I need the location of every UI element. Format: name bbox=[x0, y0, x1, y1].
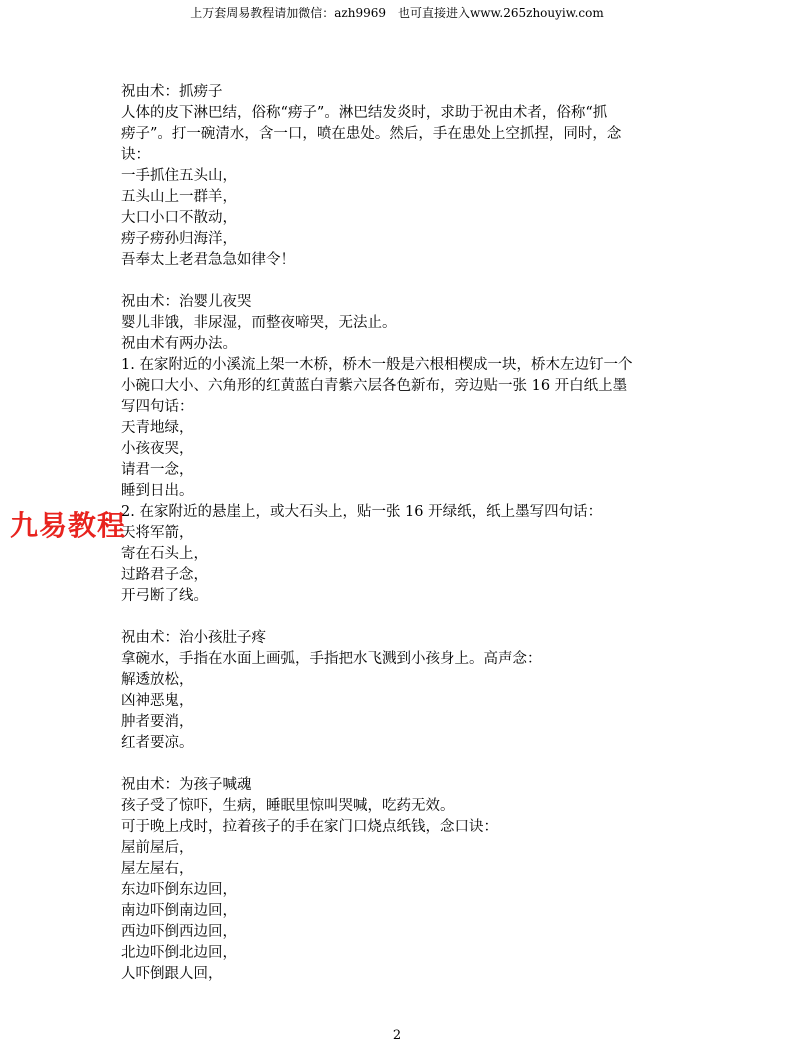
text-line: 南边吓倒南边回， bbox=[121, 903, 237, 919]
text-line: 天青地绿， bbox=[121, 420, 194, 436]
text-line: 吾奉太上老君急急如律令！ bbox=[121, 252, 295, 268]
text-line: 写四句话： bbox=[121, 399, 194, 415]
text-line: 天将军箭， bbox=[121, 525, 194, 541]
text-line: 请君一念， bbox=[121, 462, 194, 478]
text-line: 凶神恶鬼， bbox=[121, 693, 194, 709]
text-line: 1. 在家附近的小溪流上架一木桥，桥木一般是六根相楔成一块，桥木左边钉一个 bbox=[121, 357, 633, 373]
text-line: 红者要凉。 bbox=[121, 735, 194, 751]
text-line: 小孩夜哭， bbox=[121, 441, 194, 457]
text-line: 人体的皮下淋巴结，俗称“痨子”。淋巴结发炎时，求助于祝由术者，俗称“抓 bbox=[121, 105, 608, 121]
section-title: 祝由术：治小孩肚子疼 bbox=[121, 630, 266, 646]
watermark: 九易教程 bbox=[10, 509, 127, 542]
section-zhua-laozi bbox=[121, 82, 681, 271]
section-title: 祝由术：抓痨子 bbox=[121, 84, 223, 100]
section-gap bbox=[121, 754, 681, 775]
text-line: 婴儿非饿，非尿湿，而整夜啼哭，无法止。 bbox=[121, 315, 397, 331]
text-line: 拿碗水，手指在水面上画弧，手指把水飞溅到小孩身上。高声念： bbox=[121, 651, 542, 667]
document-body bbox=[121, 82, 681, 985]
text-line: 人吓倒跟人回， bbox=[121, 966, 223, 982]
text-line: 2. 在家附近的悬崖上，或大石头上，贴一张 16 开绿纸，纸上墨写四句话： bbox=[121, 504, 603, 520]
text-line: 屋左屋右， bbox=[121, 861, 194, 877]
text-line: 屋前屋后， bbox=[121, 840, 194, 856]
section-gap bbox=[121, 271, 681, 292]
text-line: 睡到日出。 bbox=[121, 483, 194, 499]
section-child-stomachache bbox=[121, 628, 681, 754]
text-line: 开弓断了线。 bbox=[121, 588, 208, 604]
text-line: 一手抓住五头山， bbox=[121, 168, 237, 184]
text-line: 肿者要消， bbox=[121, 714, 194, 730]
text-line: 北边吓倒北边回， bbox=[121, 945, 237, 961]
section-gap bbox=[121, 607, 681, 628]
section-calling-soul bbox=[121, 775, 681, 985]
text-line: 西边吓倒西边回， bbox=[121, 924, 237, 940]
text-line: 诀： bbox=[121, 147, 150, 163]
text-line: 寄在石头上， bbox=[121, 546, 208, 562]
text-line: 痨子痨孙归海洋， bbox=[121, 231, 237, 247]
text-line: 东边吓倒东边回， bbox=[121, 882, 237, 898]
text-line: 可于晚上戌时，拉着孩子的手在家门口烧点纸钱，念口诀： bbox=[121, 819, 498, 835]
section-title: 祝由术：治婴儿夜哭 bbox=[121, 294, 252, 310]
text-line: 五头山上一群羊， bbox=[121, 189, 237, 205]
text-line: 祝由术有两办法。 bbox=[121, 336, 237, 352]
section-infant-night-crying bbox=[121, 292, 681, 607]
text-line: 痨子”。打一碗清水，含一口，喷在患处。然后，手在患处上空抓捏，同时，念 bbox=[121, 126, 622, 142]
section-title: 祝由术：为孩子喊魂 bbox=[121, 777, 252, 793]
text-line: 小碗口大小、六角形的红黄蓝白青紫六层各色新布，旁边贴一张 16 开白纸上墨 bbox=[121, 378, 628, 394]
text-line: 大口小口不散动， bbox=[121, 210, 237, 226]
page-header: 上万套周易教程请加微信：azh9969 也可直接进入www.265zhouyiw.com bbox=[190, 6, 604, 20]
text-line: 解透放松， bbox=[121, 672, 194, 688]
text-line: 孩子受了惊吓，生病，睡眠里惊叫哭喊，吃药无效。 bbox=[121, 798, 455, 814]
page-number: 2 bbox=[392, 1028, 402, 1043]
text-line: 过路君子念， bbox=[121, 567, 208, 583]
